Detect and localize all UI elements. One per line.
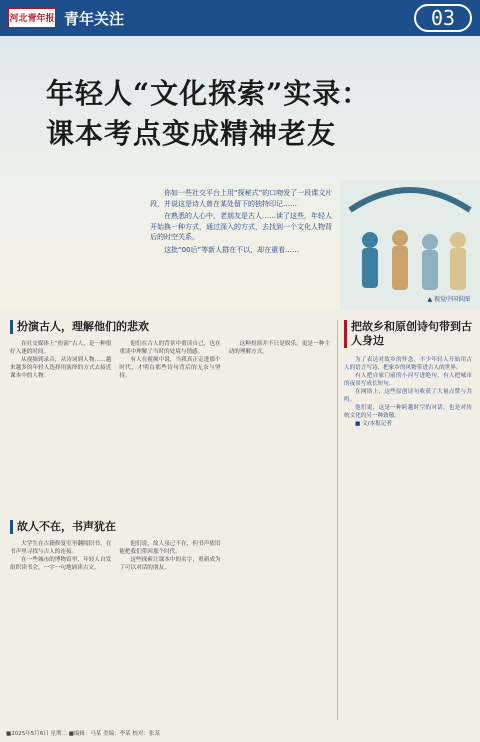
body-paragraph: 从视频到录音，从诗词到人物……越来越多的年轻人选择用演绎的方式去接近课本中的人物。 [10, 357, 112, 379]
illustration-caption: ▲ 视觉中国供图 [427, 296, 470, 303]
body-paragraph: 在一些城市的博物馆里，年轻人自发组织读书会，一字一句地诵读古文。 [10, 557, 112, 571]
illustration-figures [340, 180, 480, 310]
page-footer: ■2025年5月6日 星期二 ■编辑：马某 美编：李某 校对：张某 [6, 731, 160, 737]
headline-line-2: 课本考点变成精神老友 [46, 117, 337, 150]
body-paragraph: 他们说，这是一种跨越时空的对话，也是对传统文化的另一种致敬。 [344, 405, 472, 419]
lead-paragraph: 你如一些社交平台上用“探秘式”的口吻发了一段课文片段，并说这是诗人曾在某处留下的独特印记…… [150, 189, 333, 208]
newspaper-logo: 河北青年报 [8, 8, 56, 28]
page-number: 03 [414, 4, 472, 32]
body-paragraph: 在网络上，这些原创诗句收获了大量点赞与共鸣。 [344, 389, 472, 403]
section-1-title: 扮演古人，理解他们的悲欢 [10, 320, 337, 334]
body-paragraph: ■ 文/本报记者 [355, 421, 392, 427]
body-paragraph: 他们说，故人虽已不在，但书声依旧能把我们带回那个时代。 [119, 541, 221, 555]
section-3-title: 把故乡和原创诗句带到古人身边 [344, 320, 479, 348]
body-paragraph: 有人把自家门前的小河写进绝句，有人把城市的夜景写成长短句。 [344, 373, 472, 387]
masthead-bar [0, 0, 480, 36]
body-paragraph: 这些探索让课本中的名字，重新成为了可以对话的朋友。 [119, 557, 221, 571]
body-paragraph: 大学生在古籍修复室里翻阅旧书，在书声里寻找与古人的连接。 [10, 541, 112, 555]
lead-paragraph: 在熟悉的人心中，老朋友是古人……读了这些，年轻人开始换一种方式，通过深入的方式，去找到一个文化人物背后的时空关系。 [150, 212, 332, 241]
headline-line-1: 年轻人“文化探索”实录： [46, 77, 371, 110]
body-paragraph: 有人在视频中说，当我真正走进那个时代，才明白那些诗句背后的无奈与坚持。 [119, 357, 221, 379]
section-title: 青年关注 [64, 10, 125, 28]
column-divider [337, 320, 338, 720]
section-3-body [344, 356, 472, 716]
section-2-title: 故人不在，书声犹在 [10, 520, 337, 534]
body-paragraph: 在社交媒体上“扮演”古人，是一种很好入迷的时间。 [10, 341, 112, 355]
body-paragraph: 为了表达对故乡的怀念，不少年轻人开始用古人的语言写诗，把家乡的风物带进古人的世界。 [344, 357, 472, 371]
lead-paragraph: 这批“00后”等新人群在不以，却在重看…… [164, 245, 300, 254]
body-paragraph: 这种扮演并不只是娱乐，更是一种主动的理解方式。 [228, 341, 330, 355]
body-paragraph: 他们在古人的背景中重读自己，也在重读中理解了当时的处境与情感。 [119, 341, 221, 355]
section-1-body [10, 340, 330, 510]
lead-paragraphs [150, 188, 335, 257]
section-2-body [10, 540, 330, 710]
headline [46, 74, 446, 154]
hero-area [0, 36, 480, 310]
